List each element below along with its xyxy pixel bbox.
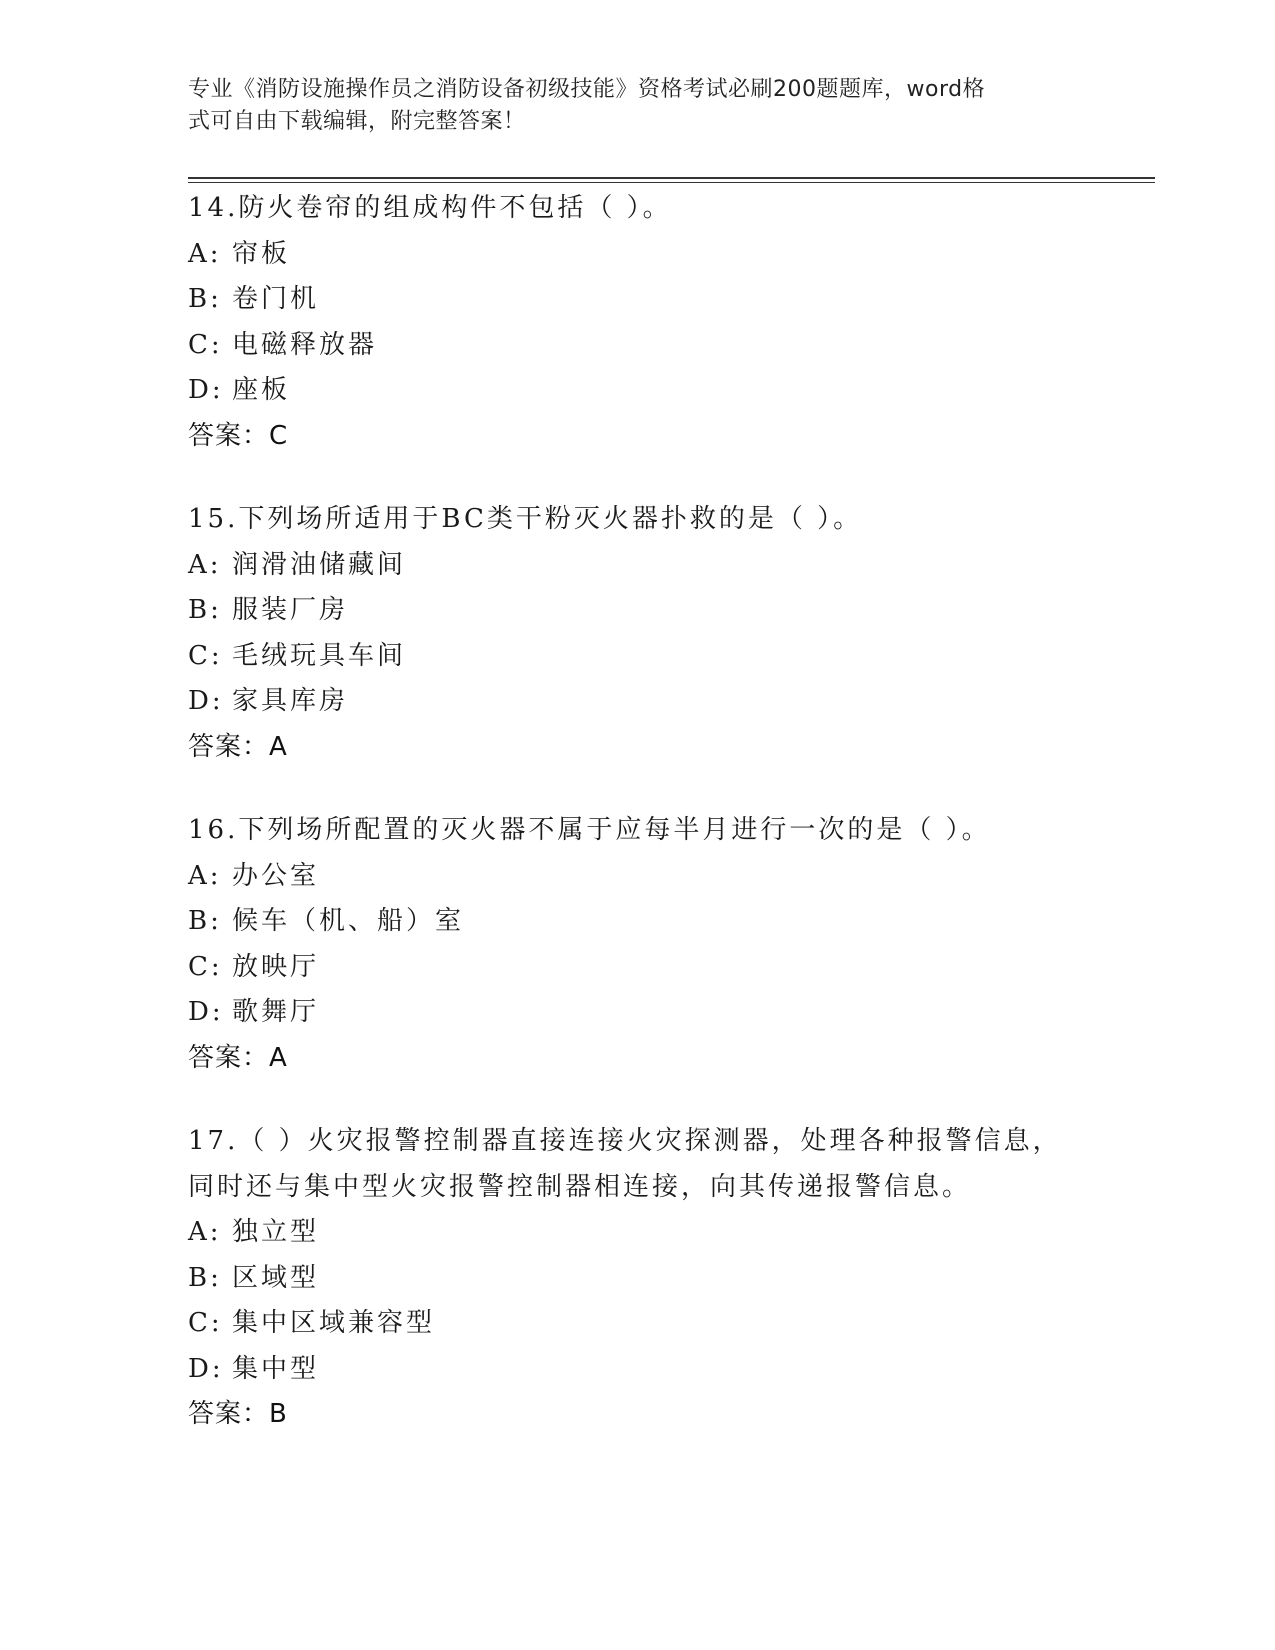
- answer-label: 答案：A: [188, 1042, 288, 1073]
- header-line-2: 式可自由下载编辑，附完整答案！: [188, 109, 526, 134]
- option-text: 毛绒玩具车间: [232, 640, 407, 671]
- answer-label: 答案：A: [188, 731, 288, 762]
- option-key: C:: [188, 951, 223, 982]
- option-d: [188, 1347, 1088, 1393]
- option-c: [188, 323, 1088, 369]
- header-divider: [188, 177, 1155, 183]
- option-key: C:: [188, 329, 223, 360]
- option-text: 办公室: [232, 860, 320, 891]
- option-text: 服装厂房: [232, 595, 349, 625]
- question-stem: 16.下列场所配置的灭火器不属于应每半月进行一次的是（ ）。: [188, 815, 991, 845]
- option-text: 放映厅: [232, 951, 320, 982]
- option-text: 独立型: [232, 1217, 320, 1247]
- option-c: [188, 945, 1088, 991]
- question-14: [188, 186, 1088, 459]
- header-line-1: 专业《消防设施操作员之消防设备初级技能》资格考试必刷200题题库，word格: [188, 77, 986, 102]
- question-16: [188, 808, 1088, 1081]
- option-key: A:: [188, 238, 222, 269]
- option-text: 家具库房: [232, 686, 349, 716]
- question-stem: 17.（ ）火灾报警控制器直接连接火灾探测器，处理各种报警信息，同时还与集中型火灾报警控制器相连接，向其传递报警信息。: [188, 1126, 1062, 1202]
- option-b: [188, 277, 1088, 323]
- option-key: C:: [188, 1308, 223, 1338]
- option-d: [188, 990, 1088, 1036]
- option-text: 歌舞厅: [232, 997, 320, 1027]
- option-text: 卷门机: [232, 284, 320, 314]
- option-text: 电磁释放器: [232, 329, 378, 360]
- option-c: [188, 634, 1088, 680]
- option-d: [188, 368, 1088, 414]
- answer-label: 答案：B: [188, 1399, 288, 1429]
- option-text: 集中型: [232, 1353, 320, 1384]
- option-key: B:: [188, 595, 222, 625]
- question-15: [188, 497, 1088, 770]
- option-a: [188, 1210, 1088, 1256]
- option-a: [188, 232, 1088, 278]
- option-key: D:: [188, 686, 224, 716]
- option-key: B:: [188, 1262, 222, 1293]
- option-text: 帘板: [232, 238, 291, 269]
- option-key: D:: [188, 375, 224, 405]
- option-key: A:: [188, 1217, 222, 1247]
- option-text: 座板: [232, 375, 291, 405]
- option-text: 润滑油储藏间: [232, 549, 407, 580]
- option-b: [188, 1256, 1088, 1302]
- option-key: A:: [188, 549, 222, 580]
- option-key: B:: [188, 906, 222, 936]
- answer-label: 答案：C: [188, 420, 289, 451]
- option-c: [188, 1301, 1088, 1347]
- document-header: [188, 74, 1068, 138]
- option-a: [188, 543, 1088, 589]
- option-a: [188, 854, 1088, 900]
- question-stem: 15.下列场所适用于BC类干粉灭火器扑救的是（ ）。: [188, 504, 863, 534]
- option-key: A:: [188, 860, 222, 891]
- option-key: D:: [188, 997, 224, 1027]
- question-list: [188, 186, 1088, 1476]
- option-text: 候车（机、船）室: [232, 906, 465, 936]
- option-d: [188, 679, 1088, 725]
- option-b: [188, 899, 1088, 945]
- option-text: 集中区域兼容型: [232, 1308, 436, 1338]
- option-key: C:: [188, 640, 223, 671]
- question-stem: 14.防火卷帘的组成构件不包括（ ）。: [188, 193, 672, 223]
- option-b: [188, 588, 1088, 634]
- option-key: B:: [188, 284, 222, 314]
- option-text: 区域型: [232, 1262, 320, 1293]
- question-17: [188, 1119, 1088, 1438]
- option-key: D:: [188, 1353, 224, 1384]
